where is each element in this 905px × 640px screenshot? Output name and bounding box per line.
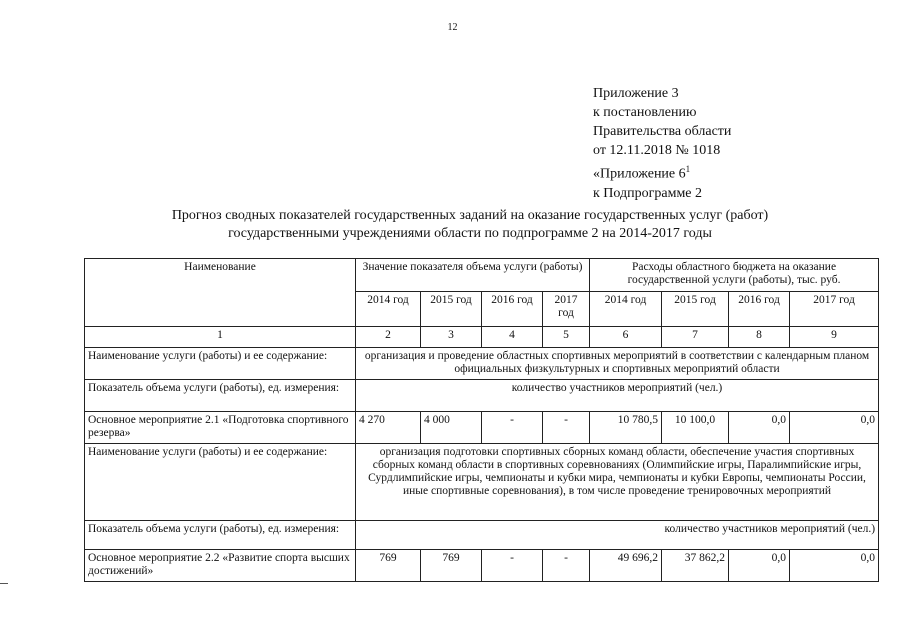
value-cell: 37 862,2	[662, 550, 729, 582]
appendix-line-6: к Подпрограмме 2	[593, 185, 703, 201]
indicator-2-row	[85, 521, 879, 550]
value-cell: 10 100,0	[662, 412, 729, 444]
service-label: Наименование услуги (работы) и ее содержание:	[85, 348, 356, 380]
value-cell: 0,0	[790, 550, 879, 582]
value-cell: -	[482, 550, 543, 582]
value-cell: -	[482, 412, 543, 444]
column-number: 2	[356, 327, 421, 348]
header-row-1	[85, 259, 879, 292]
indicator-1-row	[85, 380, 879, 412]
column-number: 3	[421, 327, 482, 348]
appendix-line-1: Приложение 3	[593, 86, 679, 101]
header-year: 2014 год	[590, 292, 662, 327]
column-number: 4	[482, 327, 543, 348]
appendix-line-5	[593, 160, 731, 184]
appendix-line-2: к постановлению	[593, 105, 697, 120]
header-budget-group: Расходы областного бюджета на оказание государственной услуги (работы), тыс. руб.	[590, 259, 879, 292]
value-cell: 4 270	[356, 412, 421, 444]
value-cell: 49 696,2	[590, 550, 662, 582]
event-label: Основное мероприятие 2.2 «Развитие спорта высших достижений»	[85, 550, 356, 582]
value-cell: -	[543, 412, 590, 444]
header-year: 2014 год	[356, 292, 421, 327]
header-year: 2017 год	[543, 292, 590, 327]
appendix-line-5-superscript: 1	[685, 164, 691, 174]
column-number: 7	[662, 327, 729, 348]
title-line-2: государственными учреждениями области по подпрограмме 2 на 2014-2017 годы	[228, 226, 712, 241]
indicator-label: Показатель объема услуги (работы), ед. измерения:	[85, 380, 356, 412]
indicator-label: Показатель объема услуги (работы), ед. измерения:	[85, 521, 356, 550]
service-label: Наименование услуги (работы) и ее содержание:	[85, 444, 356, 521]
value-cell: 0,0	[729, 550, 790, 582]
title-line-1: Прогноз сводных показателей государственных заданий на оказание государственных услуг (работ)	[171, 208, 769, 223]
event-2-2-row	[85, 550, 879, 582]
header-year: 2015 год	[662, 292, 729, 327]
header-year: 2016 год	[482, 292, 543, 327]
column-number: 9	[790, 327, 879, 348]
indicator-unit: количество участников мероприятий (чел.)	[356, 380, 879, 412]
service-1-row	[85, 348, 879, 380]
value-cell: 4 000	[421, 412, 482, 444]
value-cell: 769	[356, 550, 421, 582]
column-number: 6	[590, 327, 662, 348]
forecast-table	[84, 258, 879, 582]
header-year: 2016 год	[729, 292, 790, 327]
appendix-block	[593, 84, 731, 203]
column-number: 1	[85, 327, 356, 348]
value-cell: 769	[421, 550, 482, 582]
header-name: Наименование	[85, 259, 356, 327]
column-number: 5	[543, 327, 590, 348]
value-cell: 0,0	[729, 412, 790, 444]
service-2-row	[85, 444, 879, 521]
appendix-line-5-text: «Приложение 6	[593, 166, 686, 182]
value-cell: -	[543, 550, 590, 582]
header-year: 2015 год	[421, 292, 482, 327]
value-cell: 10 780,5	[590, 412, 662, 444]
appendix-line-3: Правительства области	[593, 124, 732, 139]
column-number: 8	[729, 327, 790, 348]
header-volume-group: Значение показателя объема услуги (работы)	[356, 259, 590, 292]
page-number: 12	[447, 22, 458, 33]
header-number-row	[85, 327, 879, 348]
appendix-line-4: от 12.11.2018 № 1018	[593, 143, 721, 158]
value-cell: 0,0	[790, 412, 879, 444]
margin-mark	[0, 583, 8, 584]
document-title	[120, 207, 820, 243]
event-2-1-row	[85, 412, 879, 444]
event-label: Основное мероприятие 2.1 «Подготовка спортивного резерва»	[85, 412, 356, 444]
service-description: организация подготовки спортивных сборных команд области, обеспечение участия спортивных сборных команд области в спортивных соревнованиях (Олимпийские игры, Паралимпийские игры, Сурдлимпийские игры, чемпионаты и кубки мира, чемпионаты и кубки Европы, чемпионаты России, иные спортивные соревнования), в том числе проведение тренировочных мероприятий	[356, 444, 879, 521]
indicator-unit: количество участников мероприятий (чел.)	[356, 521, 879, 550]
service-description: организация и проведение областных спортивных мероприятий в соответствии с календарным планом официальных физкультурных и спортивных мероприятий области	[356, 348, 879, 380]
header-year: 2017 год	[790, 292, 879, 327]
